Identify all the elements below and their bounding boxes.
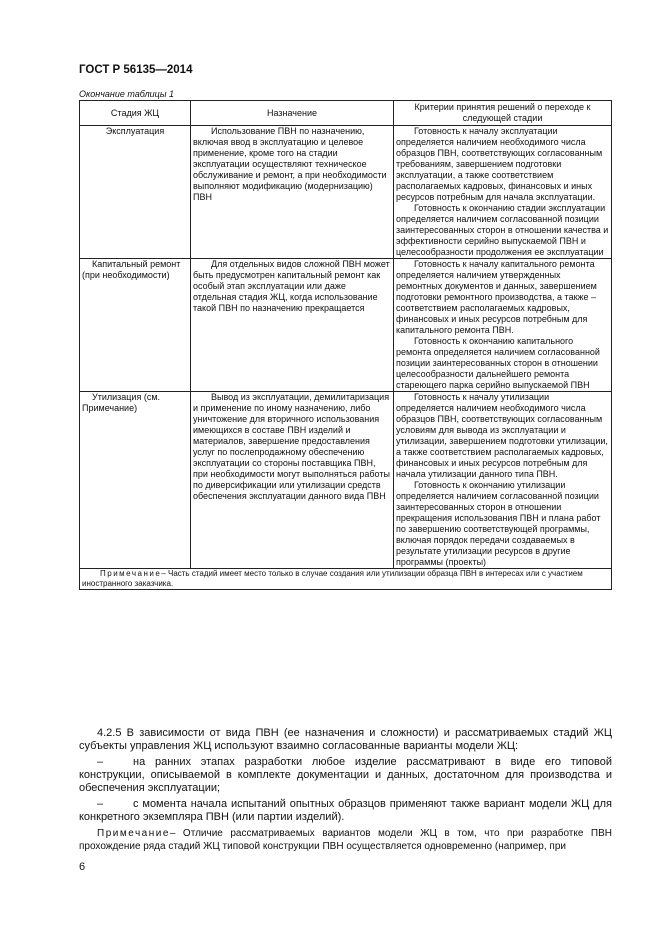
- header-purpose: Назначение: [191, 101, 394, 126]
- criteria-end: Готовность к окончанию капитального ремонта определяется наличием согласованной позиции заинтересованных сторон в отношении целесообразности дальнейшего ремонта стареющего парка серийно выпускаемой ПВН: [396, 336, 600, 390]
- criteria-start: Готовность к началу утилизации определяется наличием необходимого числа образцов ПВН, соответствующих согласованным условиям для вывода из эксплуатации и утилизации, завершением подготовки утилизации, а также соответствием располагаемых кадровых, финансовых и иных ресурсов потребным для начала утилизации данного типа ПВН.: [396, 392, 608, 479]
- criteria-end: Готовность к окончанию утилизации определяется наличием согласованной позиции заинтересованных сторон в отношении прекращения использования ПВН и плана работ по завершению соответствующей программы, включая порядок передачи создаваемых в результате утилизации ресурсов в другие программы (проекты): [396, 480, 601, 567]
- table-caption: Окончание таблицы 1: [79, 89, 174, 99]
- paragraph-4-2-5: 4.2.5 В зависимости от вида ПВН (ее назначения и сложности) и рассматриваемых стадий ЖЦ субъекты управления ЖЦ используют взаимно согласованные варианты модели ЖЦ:: [79, 727, 612, 752]
- body-text: [79, 727, 612, 856]
- stage-name: Эксплуатация: [105, 126, 165, 136]
- table-note-text: – Часть стадий имеет место только в случае создания или утилизации образца ПВН в интересах или с участием иностранного заказчика.: [82, 569, 583, 588]
- document-header: ГОСТ Р 56135—2014: [79, 64, 193, 76]
- table-row: [80, 259, 612, 392]
- table-row: [80, 126, 612, 259]
- stage-cell: [80, 259, 191, 392]
- stage-cell: [80, 392, 191, 569]
- table-header-row: [80, 101, 612, 126]
- stage-name: Утилизация (см. Примечание): [82, 392, 161, 413]
- bullet-mark: –: [97, 798, 104, 810]
- criteria-start: Готовность к началу капитального ремонта определяется наличием утвержденных ремонтных документов и данных, завершением подготовки ремонтного производства, а также – соответствием располагаемых кадровых, финансовых и иных ресурсов потребным для капитального ремонта ПВН.: [396, 259, 597, 335]
- criteria-cell: [394, 259, 612, 392]
- criteria-cell: [394, 126, 612, 259]
- lifecycle-table: [79, 100, 612, 590]
- purpose-text: Для отдельных видов сложной ПВН может быть предусмотрен капитальный ремонт как особый этап эксплуатации или даже отдельная стадия ЖЦ, когда использование такой ПВН по назначению прекращается: [193, 259, 390, 313]
- purpose-cell: [191, 126, 394, 259]
- stage-name: Капитальный ремонт (при необходимости): [82, 259, 181, 280]
- criteria-cell: [394, 392, 612, 569]
- criteria-end: Готовность к окончанию стадии эксплуатации определяется наличием согласованной позиции заинтересованных сторон в отношении качества и эффективности серийно выпускаемой ПВН и целесообразности продолжения ее эксплуатации: [396, 203, 609, 257]
- body-note-text: – Отличие рассматриваемых вариантов модели ЖЦ в том, что при разработке ПВН прохождение ряда стадий ЖЦ типовой конструкции ПВН осуществляется одновременно (например, при: [79, 828, 612, 852]
- header-criteria: Критерии принятия решений о переходе к следующей стадии: [394, 101, 612, 126]
- table-row: [80, 392, 612, 569]
- table-note-label: Примечание: [100, 569, 162, 578]
- body-note: [79, 827, 612, 853]
- list-item-text: с момента начала испытаний опытных образцов применяют также вариант модели ЖЦ для конкретного экземпляра ПВН (или партии изделий).: [79, 798, 612, 823]
- bullet-mark: –: [97, 756, 104, 768]
- page-number: 6: [79, 861, 86, 873]
- purpose-text: Вывод из эксплуатации, демилитаризация и применение по иному назначению, либо уничтожение для вторичного использования имеющихся в составе ПВН изделий и материалов, завершение предоставления услуг по послепродажному обеспечению эксплуатации со стороны поставщика ПВН, при необходимости могут выполняться работы по диверсификации или утилизации средств обеспечения эксплуатации данного вида ПВН: [193, 392, 390, 501]
- list-item: [79, 756, 612, 795]
- purpose-text: Использование ПВН по назначению, включая ввод в эксплуатацию и целевое применение, кроме того на стадии эксплуатации осуществляют техническое обслуживание и ремонт, а при необходимости выполняют модификацию (модернизацию) ПВН: [193, 126, 387, 202]
- table-note-row: [80, 569, 612, 590]
- body-note-label: Примечание: [97, 828, 170, 839]
- header-stage: Стадия ЖЦ: [80, 101, 191, 126]
- table-note: [80, 569, 612, 590]
- criteria-start: Готовность к началу эксплуатации определяется наличием необходимого числа образцов ПВН, соответствующих согласованным требованиям, завершением подготовки эксплуатации, а также соответствием располагаемых кадровых, финансовых и иных ресурсов потребным для начала эксплуатации.: [396, 126, 603, 202]
- stage-cell: [80, 126, 191, 259]
- purpose-cell: [191, 392, 394, 569]
- list-item: [79, 798, 612, 824]
- list-item-text: на ранних этапах разработки любое изделие рассматривают в виде его типовой конструкции, описываемой в комплекте документации и данных, достаточном для производства и обеспечения эксплуатации;: [79, 756, 612, 794]
- purpose-cell: [191, 259, 394, 392]
